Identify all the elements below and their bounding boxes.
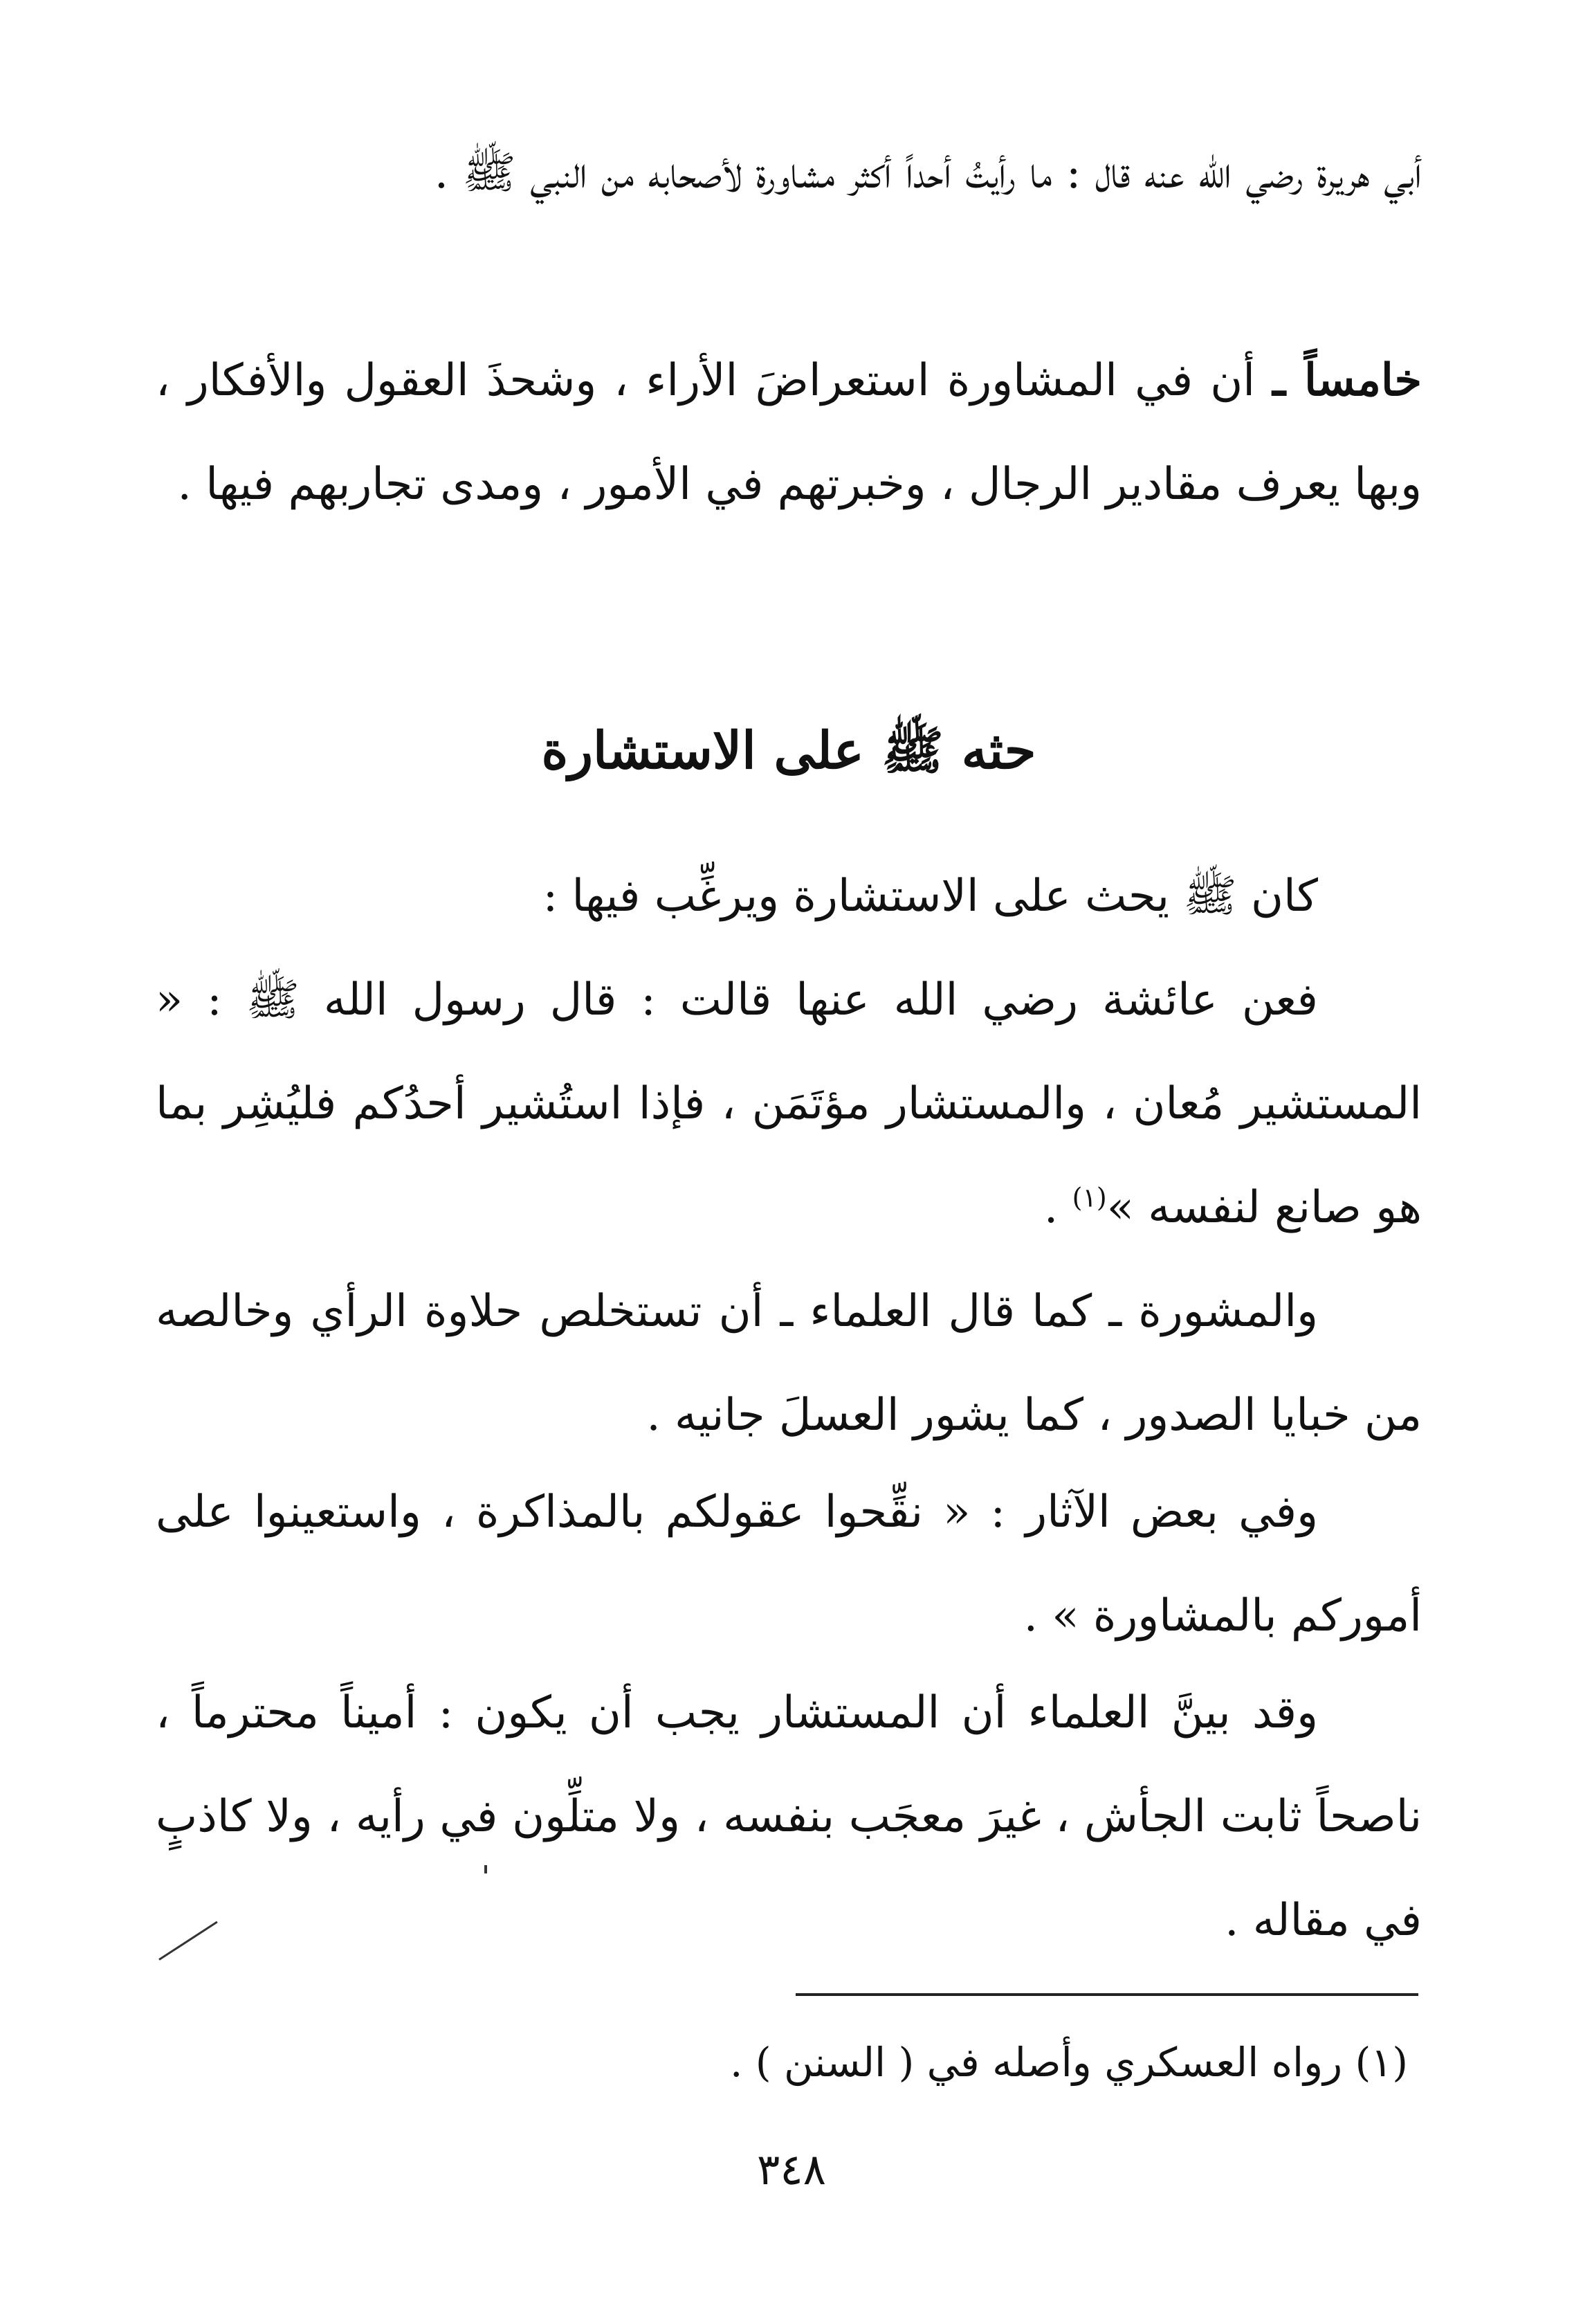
paragraph-abu-hurayra: أبي هريرة رضي الله عنه قال : ما رأيتُ أحداً أكثر مشاورة لأصحابه من النبي ﷺ .: [434, 147, 1422, 199]
footnote-divider: [796, 1993, 1418, 1996]
footnote: (١) رواه العسكري وأصله في ( السنن ) .: [730, 2039, 1408, 2086]
page-number: ٣٤٨: [757, 2144, 826, 2195]
scan-mark-dot: [484, 1865, 487, 1873]
paragraph-scholars-definition: والمشورة ـ كما قال العلماء ـ أن تستخلص حلاوة الرأي وخالصه من خبايا الصدور ، كما يشور العسلَ جانيه .: [156, 1286, 1422, 1441]
section-heading: حثه ﷺ على الاستشارة: [541, 721, 1036, 781]
paragraph-advisor-qualities: وقد بينَّ العلماء أن المستشار يجب أن يكون : أميناً محترماً ، ناصحاً ثابت الجأش ، غيرَ معجَب بنفسه ، ولا متلِّون في رأيه ، ولا كاذبٍ في مقاله .: [156, 1687, 1422, 1946]
fifth-point-text: أن في المشاورة استعراضَ الأراء ، وشحذَ العقول والأفكار ، وبها يعرف مقادير الرجال ، وخبرتهم في الأمور ، ومدى تجاربهم فيها .: [156, 355, 1422, 510]
hadith-text: فعن عائشة رضي الله عنها قالت : قال رسول الله ﷺ : « المستشير مُعان ، والمستشار مؤتَمَن ، فإذا استُشير أحدُكم فليُشِر بما هو صانع لنفسه »: [156, 974, 1422, 1233]
paragraph-aisha-hadith: [156, 948, 1422, 1260]
fifth-point-label: خامساً ـ: [1272, 354, 1422, 406]
footnote-reference: (١): [1072, 1182, 1107, 1213]
hadith-end: .: [1043, 1182, 1072, 1233]
paragraph-intro: كان ﷺ يحث على الاستشارة ويرغِّب فيها :: [542, 871, 1318, 922]
paragraph-athar: وفي بعض الآثار : « نقِّحوا عقولكم بالمذاكرة ، واستعينوا على أموركم بالمشاورة » .: [156, 1487, 1422, 1642]
paragraph-fifth-point: [156, 329, 1422, 536]
